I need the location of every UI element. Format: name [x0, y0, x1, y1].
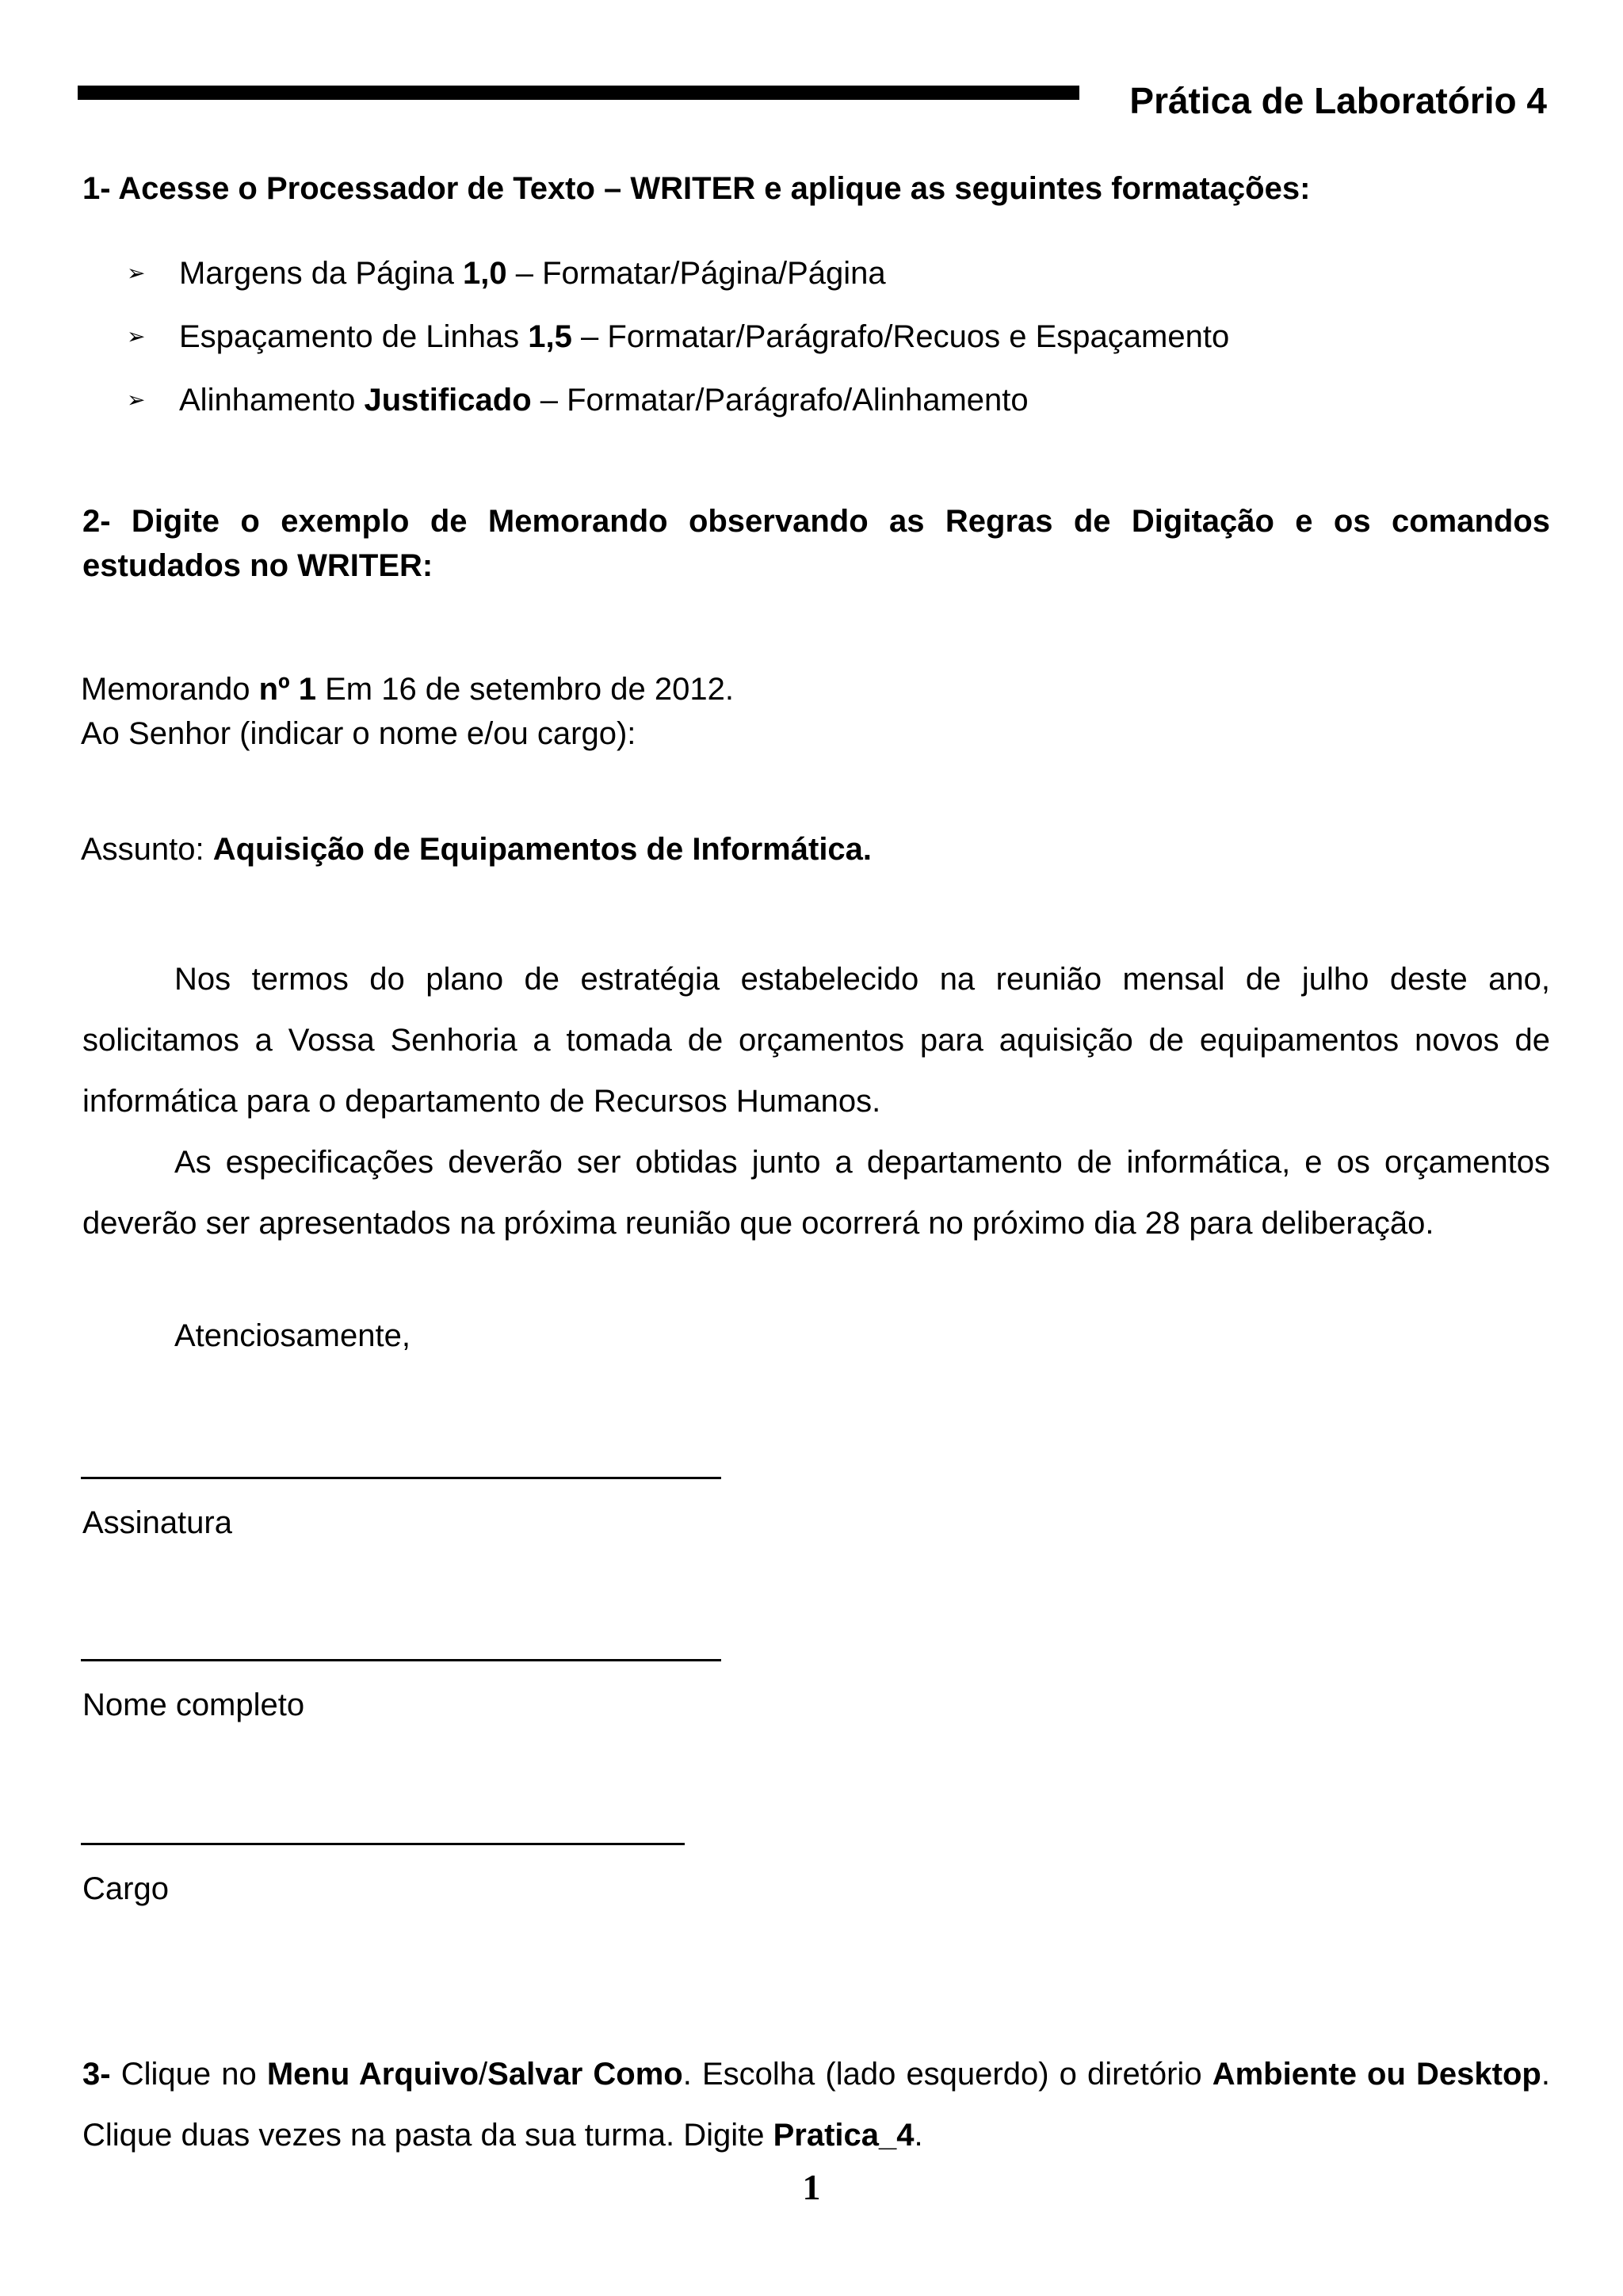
item-label: Espaçamento de Linhas: [179, 319, 529, 354]
q3-text: . Clique duas vezes na pasta da sua turma. Digite: [82, 2057, 1550, 2153]
memo-number: nº 1: [258, 672, 316, 707]
subject-text: Aquisição de Equipamentos de Informática.: [212, 832, 873, 867]
memo-closing: Atenciosamente,: [174, 1318, 411, 1353]
arrow-bullet-icon: ➢: [127, 387, 146, 412]
q3-filename: Pratica_4: [773, 2118, 915, 2153]
fullname-label: Nome completo: [82, 1688, 305, 1722]
arrow-bullet-icon: ➢: [127, 261, 146, 285]
q3-text: Clique no: [110, 2057, 267, 2092]
memo-header: [81, 667, 734, 756]
position-label: Cargo: [82, 1871, 169, 1906]
q3-directory: Ambiente ou Desktop: [1212, 2057, 1541, 2092]
list-item: [127, 311, 1229, 374]
memo-paragraph: As especificações deverão ser obtidas junto a departamento de informática, e os orçamentos deverão ser apresentados na próxima reunião que ocorrerá no próximo dia 28 para deliberação.: [82, 1145, 1550, 1241]
q3-text: /: [479, 2057, 488, 2092]
memo-paragraph: Nos termos do plano de estratégia estabelecido na reunião mensal de julho deste ano, solicitamos a Vossa Senhoria a tomada de orçamentos para aquisição de equipamentos novos de informática para o departamento de Recursos Humanos.: [82, 962, 1550, 1119]
question-1: 1- Acesse o Processador de Texto – WRITER e aplique as seguintes formatações:: [82, 171, 1311, 206]
signature-label: Assinatura: [82, 1505, 232, 1540]
memo-date: Em 16 de setembro de 2012.: [315, 672, 734, 707]
list-item: [127, 374, 1229, 437]
q3-number: 3-: [82, 2057, 111, 2092]
q3-text: . Escolha (lado esquerdo) o diretório: [682, 2057, 1212, 2092]
page-number: 1: [802, 2167, 821, 2207]
position-line: [81, 1843, 685, 1845]
question-3: [82, 2044, 1550, 2166]
header-rule: [78, 86, 1079, 100]
list-item: [127, 247, 1229, 311]
item-value: 1,0: [463, 256, 507, 291]
memo-prefix: Memorando: [81, 672, 259, 707]
fullname-line: [81, 1659, 721, 1661]
q3-menu: Menu Arquivo: [266, 2057, 479, 2092]
item-value: 1,5: [528, 319, 572, 354]
question-2: 2- Digite o exemplo de Memorando observando as Regras de Digitação e os comandos estudados no WRITER:: [82, 504, 1550, 583]
q3-text: .: [914, 2118, 923, 2153]
memo-body: [82, 949, 1550, 1254]
item-path: – Formatar/Página/Página: [506, 256, 886, 291]
signature-line: [81, 1477, 721, 1479]
subject-label: Assunto:: [81, 832, 213, 867]
memo-number-line: [81, 667, 734, 711]
item-label: Alinhamento: [179, 383, 365, 418]
item-path: – Formatar/Parágrafo/Recuos e Espaçamento: [571, 319, 1230, 354]
item-label: Margens da Página: [179, 256, 464, 291]
memo-subject: [81, 832, 872, 868]
item-path: – Formatar/Parágrafo/Alinhamento: [531, 383, 1029, 418]
q3-save-as: Salvar Como: [487, 2057, 683, 2092]
arrow-bullet-icon: ➢: [127, 324, 146, 349]
page-title: Prática de Laboratório 4: [1129, 80, 1547, 121]
item-value: Justificado: [364, 383, 532, 418]
memo-recipient: Ao Senhor (indicar o nome e/ou cargo):: [81, 716, 636, 751]
formatting-list: [127, 247, 1229, 437]
